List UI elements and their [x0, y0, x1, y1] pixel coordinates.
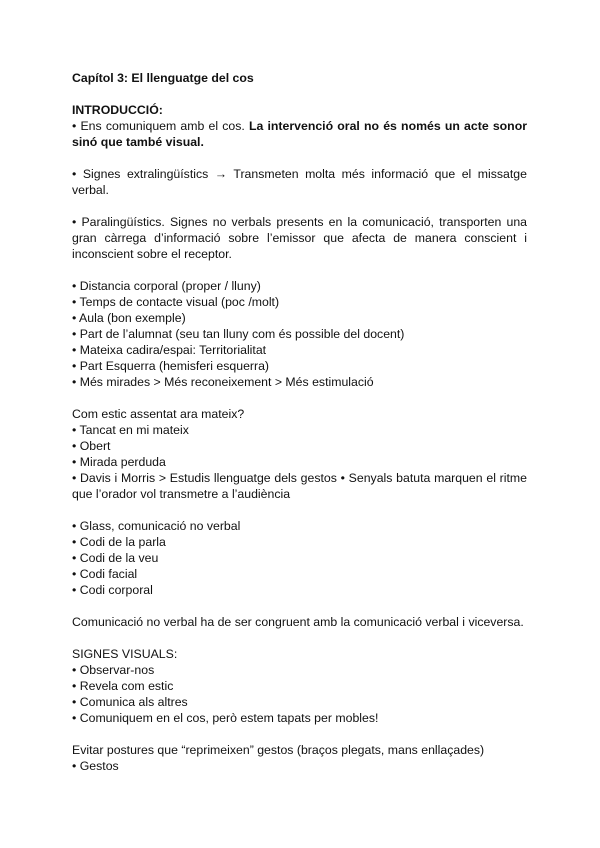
intro-paragraph-2: [72, 166, 527, 198]
intro-p3-line-1: • Paralingüístics. Signes no verbals presents en la comunicació, transporten una: [72, 215, 527, 229]
list-item: • Més mirades > Més reconeixement > Més estimulació: [72, 375, 374, 389]
intro-p3-line-3: inconscient sobre el receptor.: [72, 247, 232, 261]
list-item: • Mateixa cadira/espai: Territorialitat: [72, 343, 267, 357]
signes-heading: SIGNES VISUALS:: [72, 647, 178, 661]
congruent-paragraph: Comunicació no verbal ha de ser congruent amb la comunicació verbal i viceversa.: [72, 615, 524, 629]
list-item: • Codi facial: [72, 567, 138, 581]
intro-paragraph-3: [72, 214, 527, 262]
list-item: • Temps de contacte visual (poc /molt): [72, 295, 280, 309]
list-item: • Gestos: [72, 759, 119, 773]
davis-line-2: que l’orador vol transmetre a l’audiència: [72, 487, 291, 501]
intro-heading: INTRODUCCIÓ:: [72, 103, 163, 117]
list-item: • Codi corporal: [72, 583, 153, 597]
intro-p2-line-1: • Signes extralingüístics → Transmeten molta més informació que el missatge: [72, 167, 527, 181]
list-item: • Distancia corporal (proper / lluny): [72, 279, 261, 293]
list-item: • Revela com estic: [72, 679, 174, 693]
evitar-block: [72, 742, 527, 774]
question-text: Com estic assentat ara mateix?: [72, 407, 245, 421]
list-item: • Part de l’alumnat (seu tan lluny com és possible del docent): [72, 327, 405, 341]
list-item: • Part Esquerra (hemisferi esquerra): [72, 359, 270, 373]
list-item: • Mirada perduda: [72, 455, 166, 469]
intro-p1-bold-a: La intervenció oral no és només un acte sonor: [248, 119, 527, 133]
bullet-list-3: [72, 518, 527, 598]
list-item: • Comuniquem en el cos, però estem tapats per mobles!: [72, 711, 379, 725]
question-block: [72, 406, 527, 502]
list-item: • Codi de la veu: [72, 551, 159, 565]
chapter-title: Capítol 3: El llenguatge del cos: [72, 71, 254, 85]
intro-p2-line-2: verbal.: [72, 183, 109, 197]
list-item: • Glass, comunicació no verbal: [72, 519, 241, 533]
evitar-text: Evitar postures que “reprimeixen” gestos (braços plegats, mans enllaçades): [72, 743, 485, 757]
list-item: • Obert: [72, 439, 111, 453]
intro-p1-line-1: [72, 118, 527, 134]
intro-paragraph-1: [72, 118, 527, 150]
list-item: • Codi de la parla: [72, 535, 166, 549]
bullet-list-1: [72, 278, 527, 390]
intro-p3-line-2: gran càrrega d’informació sobre l’emissor que afecta de manera conscient i: [72, 231, 527, 245]
signes-visuals-block: [72, 646, 527, 726]
davis-line-1: • Davis i Morris > Estudis llenguatge dels gestos • Senyals batuta marquen el ritme: [72, 471, 527, 485]
list-item: • Aula (bon exemple): [72, 311, 186, 325]
list-item: • Tancat en mi mateix: [72, 423, 189, 437]
intro-p1-bold-b: sinó que també visual.: [72, 135, 204, 149]
list-item: • Comunica als altres: [72, 695, 188, 709]
intro-p1-plain: • Ens comuniquem amb el cos.: [72, 119, 249, 133]
list-item: • Observar-nos: [72, 663, 155, 677]
